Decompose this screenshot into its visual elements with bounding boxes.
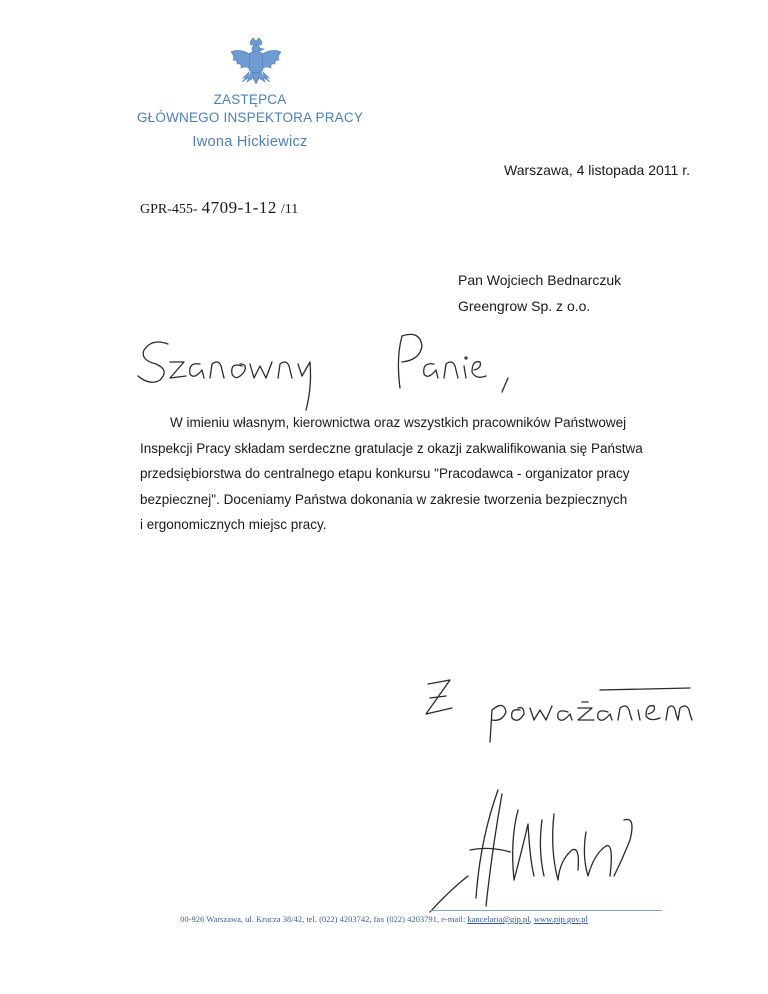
handwritten-signature-icon: [410, 780, 690, 920]
footer-separator: ,: [529, 914, 534, 924]
handwritten-closing: [410, 660, 730, 760]
reference-number: [140, 198, 298, 218]
reference-suffix: /11: [280, 202, 299, 217]
footer-contact: [0, 914, 768, 924]
handwritten-salutation: [130, 318, 550, 418]
footer-email-link[interactable]: kancelaria@gip.pl: [467, 914, 530, 924]
office-title-line2: GŁÓWNEGO INSPEKTORA PRACY: [136, 110, 364, 125]
footer-website-link[interactable]: www.pip.gov.pl: [533, 914, 588, 924]
recipient-name: Pan Wojciech Bednarczuk: [458, 272, 622, 288]
body-line: bezpiecznej". Doceniamy Państwa dokonania w zakresie tworzenia bezpiecznych: [140, 491, 628, 507]
reference-main: 4709-1-12: [201, 198, 277, 217]
footer-address: 00-926 Warszawa, ul. Krucza 38/42, tel. (022) 4203742, fax (022) 4203791, e-mail:: [180, 914, 468, 924]
body-line: Inspekcji Pracy składam serdeczne gratulacje z okazji zakwalifikowania się Państwa: [140, 440, 643, 456]
reference-prefix: GPR-455-: [140, 202, 198, 217]
polish-eagle-emblem-icon: [229, 36, 283, 92]
recipient-company: Greengrow Sp. z o.o.: [458, 298, 591, 314]
footer-divider: [430, 910, 662, 911]
place-date: Warszawa, 4 listopada 2011 r.: [504, 162, 690, 178]
office-title-line1: ZASTĘPCA: [213, 92, 287, 107]
letter-body: [140, 410, 660, 538]
body-line: i ergonomicznych miejsc pracy.: [140, 517, 327, 532]
sender-name: Iwona Hickiewicz: [192, 134, 308, 150]
body-line: W imieniu własnym, kierownictwa oraz wszystkich pracowników Państwowej: [170, 415, 627, 430]
body-line: przedsiębiorstwa do centralnego etapu konkursu "Pracodawca - organizator pracy: [140, 466, 630, 481]
